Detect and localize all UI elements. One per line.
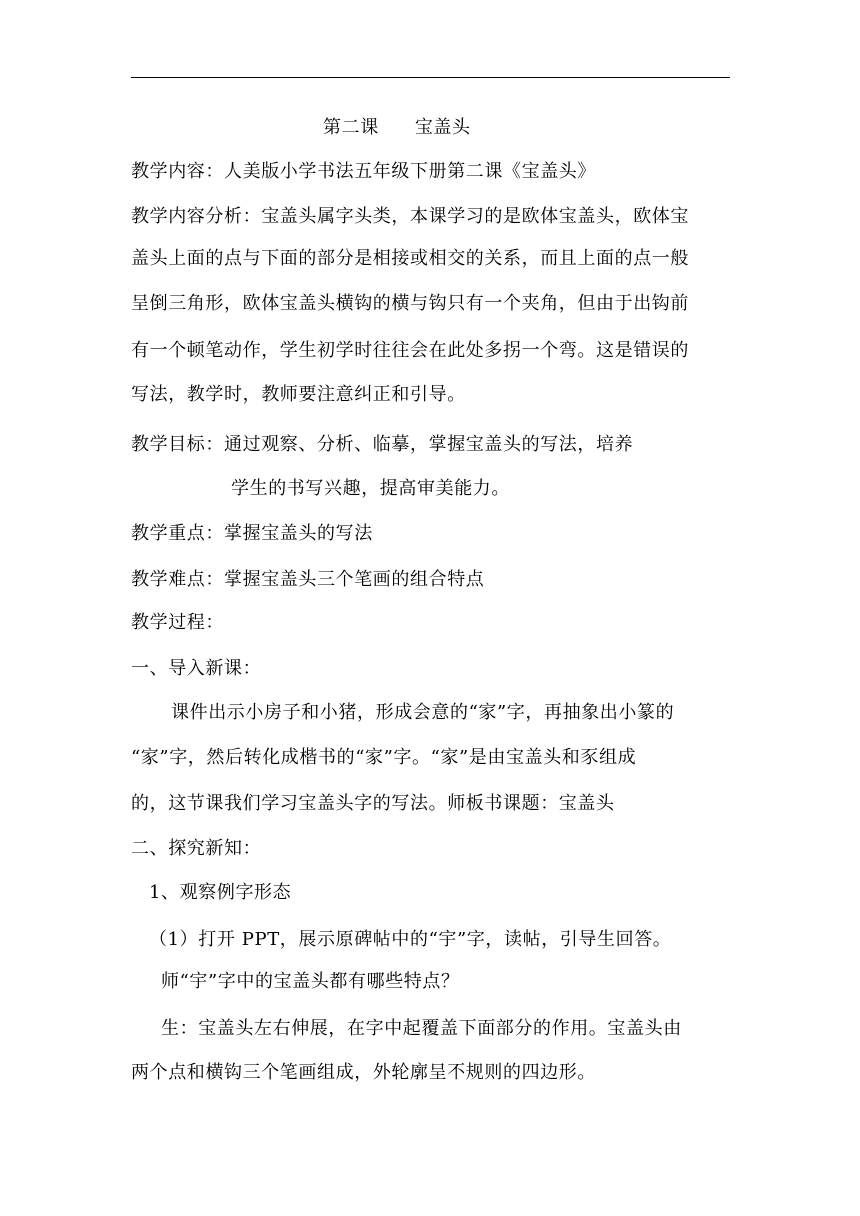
intro-paragraph-line: “家”字，然后转化成楷书的“家”字。“家”是由宝盖头和豕组成 <box>131 747 637 768</box>
student-answer-line: 生：宝盖头左右伸展，在字中起覆盖下面部分的作用。宝盖头由 <box>161 1018 682 1039</box>
lesson-title <box>323 116 471 140</box>
section-heading-intro: 一、导入新课： <box>131 658 262 679</box>
header-rule <box>131 77 730 78</box>
lesson-topic: 宝盖头 <box>414 117 471 138</box>
content-analysis-line: 盖头上面的点与下面的部分是相接或相交的关系，而且上面的点一般 <box>131 248 689 269</box>
teacher-question: 师“宇”字中的宝盖头都有哪些特点？ <box>161 971 460 992</box>
lesson-number: 第二课 <box>323 117 379 138</box>
student-answer-line: 两个点和横钩三个笔画组成，外轮廓呈不规则的四边形。 <box>131 1062 596 1083</box>
content-analysis-line: 呈倒三角形，欧体宝盖头横钩的横与钩只有一个夹角，但由于出钩前 <box>131 293 689 314</box>
teaching-focus: 教学重点：掌握宝盖头的写法 <box>131 523 373 544</box>
intro-paragraph-line: 课件出示小房子和小猪，形成会意的“家”字，再抽象出小篆的 <box>171 702 675 723</box>
section-heading-explore: 二、探究新知： <box>131 838 262 859</box>
teaching-difficulty: 教学难点：掌握宝盖头三个笔画的组合特点 <box>131 569 485 590</box>
teaching-content: 教学内容：人美版小学书法五年级下册第二课《宝盖头》 <box>131 161 596 182</box>
teaching-goal-continued: 学生的书写兴趣，提高审美能力。 <box>231 478 510 499</box>
step-paragraph: （1）打开 PPT，展示原碑帖中的“宇”字，读帖，引导生回答。 <box>149 929 672 950</box>
teaching-goal: 教学目标：通过观察、分析、临摹，掌握宝盖头的写法，培养 <box>131 434 634 455</box>
subsection-heading: 1、观察例字形态 <box>149 882 292 903</box>
content-analysis-line: 教学内容分析：宝盖头属字头类，本课学习的是欧体宝盖头，欧体宝 <box>131 206 689 227</box>
content-analysis-line: 写法，教学时，教师要注意纠正和引导。 <box>131 384 466 405</box>
teaching-process-heading: 教学过程： <box>131 612 224 633</box>
intro-paragraph-line: 的，这节课我们学习宝盖头字的写法。师板书课题：宝盖头 <box>131 793 615 814</box>
content-analysis-line: 有一个顿笔动作，学生初学时往往会在此处多拐一个弯。这是错误的 <box>131 340 689 361</box>
